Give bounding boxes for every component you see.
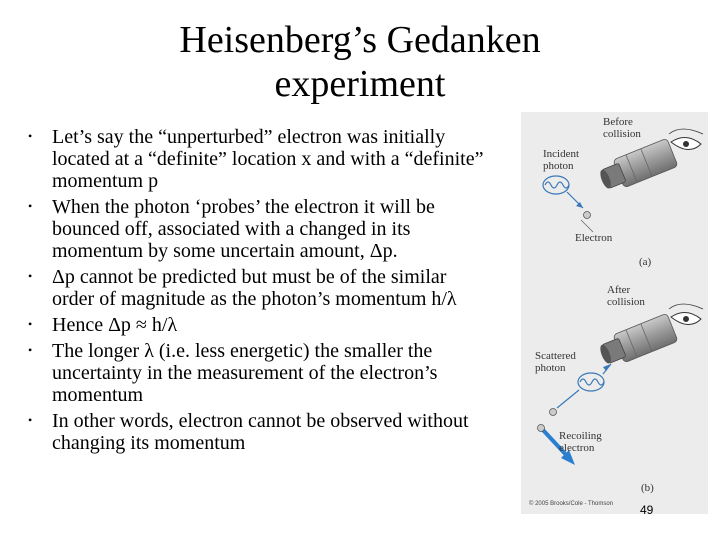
page-number: 49 <box>640 503 654 517</box>
bullet-item <box>26 196 488 262</box>
microscope-figure <box>521 112 708 514</box>
bullet-icon: • <box>28 343 33 357</box>
bullet-item <box>26 340 488 406</box>
eye-icon <box>669 129 703 150</box>
panel-b-label: (b) <box>641 482 654 494</box>
scattered-photon-label: Scattered photon <box>535 350 576 374</box>
electron-icon <box>584 212 591 219</box>
bullet-text: Δp cannot be predicted but must be of the similar order of magnitude as the photon’s momentum h/λ <box>52 266 457 310</box>
bullet-list <box>26 126 488 458</box>
copyright-text: © 2005 Brooks/Cole - Thomson <box>529 501 614 507</box>
bullet-text: Let’s say the “unperturbed” electron was initially located at a “definite” location x and with a “definite” momentum p <box>52 126 484 192</box>
bullet-icon: • <box>28 129 33 143</box>
bullet-item <box>26 126 488 192</box>
bullet-icon: • <box>28 199 33 213</box>
bullet-item <box>26 266 488 310</box>
eye-icon <box>669 304 703 325</box>
incident-photon-label: Incident photon <box>543 148 580 172</box>
title-line-2: experiment <box>274 63 446 105</box>
bullet-icon: • <box>28 317 33 331</box>
after-collision-label: After collision <box>607 284 645 308</box>
microscope-bottom <box>596 313 678 369</box>
title-line-1: Heisenberg’s Gedanken <box>179 19 541 61</box>
recoiling-electron-label: Recoiling electron <box>559 430 602 454</box>
microscope-top <box>596 138 678 194</box>
bullet-text: In other words, electron cannot be observed without changing its momentum <box>52 410 469 454</box>
bullet-text: Hence Δp ≈ h/λ <box>52 314 178 336</box>
panel-a-label: (a) <box>639 256 652 268</box>
incident-photon-icon <box>543 176 583 208</box>
bullet-icon: • <box>28 413 33 427</box>
microscope-illustration <box>521 112 708 514</box>
before-collision-label: Before collision <box>603 116 641 140</box>
electron-label: Electron <box>575 232 613 244</box>
bullet-icon: • <box>28 269 33 283</box>
bullet-text: The longer λ (i.e. less energetic) the smaller the uncertainty in the measurement of the electron’s momentum <box>52 340 438 406</box>
electron-icon <box>550 409 557 416</box>
bullet-item <box>26 314 488 336</box>
bullet-item <box>26 410 488 454</box>
bullet-text: When the photon ‘probes’ the electron it will be bounced off, associated with a changed in its momentum by some uncertain amount, Δp. <box>52 196 435 262</box>
slide-title <box>130 18 590 106</box>
